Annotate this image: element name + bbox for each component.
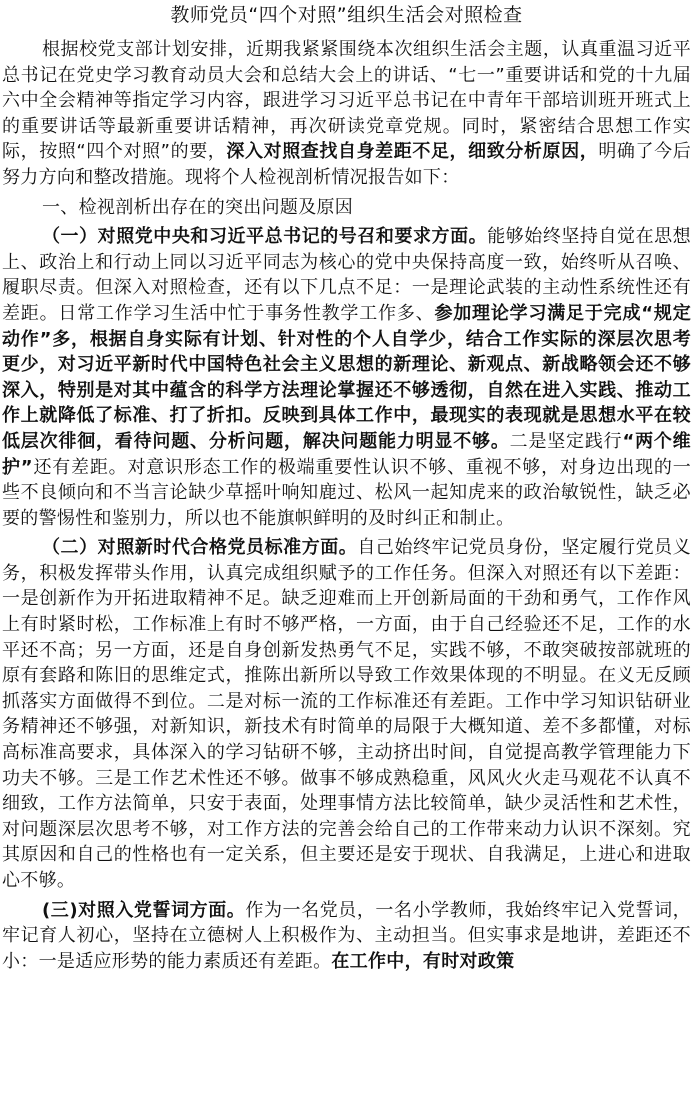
intro-paragraph	[2, 37, 691, 191]
subsection-2-text: 自己始终牢记党员身份，坚定履行党员义务，积极发挥带头作用，认真完成组织赋予的工作任务。但深入对照还有以下差距：一是创新作为开拓进取精神不足。缺乏迎难而上开创新局面的干劲和勇气，工作作风上有时紧时松，工作标准上有时不够严格，一方面，由于自己经验还不足，工作的水平还不高；另一方面，还是自身创新发热勇气不足，实践不够，不敢突破按部就班的原有套路和陈旧的思维定式，推陈出新所以导致工作效果体现的不明显。在义无反顾抓落实方面做得不到位。二是对标一流的工作标准还有差距。工作中学习知识钻研业务精神还不够强，对新知识，新技术有时简单的局限于大概知道、差不多都懂，对标高标准高要求，具体深入的学习钻研不够，主动挤出时间，自觉提高教学管理能力下功夫不够。三是工作艺术性还不够。做事不够成熟稳重，风风火火走马观花不认真不细致，工作方法简单，只安于表面，处理事情方法比较简单，缺少灵活性和艺术性，对问题深层次思考不够，对工作方法的完善会给自己的工作带来动力认识不深刻。究其原因和自己的性格也有一定关系，但主要还是安于现状、自我满足，上进心和进取心不够。	[2, 537, 691, 891]
subsection-heading-1: （一）对照党中央和习近平总书记的号召和要求方面。	[42, 226, 488, 248]
intro-text-a: 根据校党支部计划安排，近期我紧紧围绕本次组织生活会主题，认真重温习近平总书记在党史学习教育动员大会和总结大会上的讲话、“七一”重要讲话和党的十九届六中全会精神等指定学习内容，跟进学习习近平总书记在中青年干部培训班开班式上的重要讲话等最新重要讲话精神，再次研读党章党规。同时，紧密结合思想工作实际，按照“四个对照”的要，	[2, 39, 691, 163]
intro-text-bold: 深入对照查找自身差距不足，细致分析原因，	[226, 141, 599, 163]
subsection-1-text-quote: “两个维护”	[2, 430, 691, 478]
subsection-3-text-bold: 在工作中，有时对政策	[331, 950, 515, 972]
subsection-1-text-a: 能够始终坚持自觉在思想上、政治上和行动上同以习近平同志为核心的党中央保持高度一致，始终听从召唤、履职尽责。但深入对照检查，还有以下几点不足：一是理论武装的主动性系统性还有差距。日常工作学习生活中忙于事务性教学工作多、	[2, 226, 691, 324]
subsection-1-text-bold: 参加理论学习满足于完成“规定动作”多，根据自身实际有计划、针对性的个人自学少，结合工作实际的深层次思考更少，对习近平新时代中国特色社会主义思想的新理论、新观点、新战略领会还不够深入，特别是对其中蕴含的科学方法理论掌握还不够透彻，自然在进入实践、推动工作上就降低了标准、打了折扣。反映到具体工作中，最现实的表现就是思想水平在较低层次徘徊，看待问题、分析问题，解决问题能力明显不够。	[2, 302, 691, 452]
document-title: 教师党员“四个对照”组织生活会对照检查	[170, 4, 523, 26]
section-heading-1: 一、检视剖析出存在的突出问题及原因	[42, 196, 354, 218]
subsection-heading-2: （二）对照新时代合格党员标准方面。	[42, 537, 358, 559]
subsection-3-text-a: 作为一名党员，一名小学教师，我始终牢记入党誓词，牢记育人初心，坚持在立德树人上积极作为、主动担当。但实事求是地讲，差距还不小：一是适应形势的能力素质还有差距。	[2, 899, 691, 972]
subsection-heading-3: (三)对照入党誓词方面。	[42, 899, 246, 921]
subsection-1-text-e: 还有差距。对意识形态工作的极端重要性认识不够、重视不够，对身边出现的一些不良倾向和不当言论缺少草摇叶响知鹿过、松风一起知虎来的政治敏锐性，缺乏必要的警惕性和鉴别力，所以也不能旗帜鲜明的及时纠正和制止。	[2, 456, 691, 529]
subsection-paragraph-3	[2, 898, 691, 975]
subsection-paragraph-2	[2, 535, 691, 893]
document-body	[2, 37, 691, 974]
intro-text-c: 明确了今后努力方向和整改措施。现将个人检视剖析情况报告如下：	[2, 141, 692, 188]
subsection-paragraph-1	[2, 224, 691, 531]
subsection-1-text-c: 二是坚定践行	[509, 430, 623, 452]
